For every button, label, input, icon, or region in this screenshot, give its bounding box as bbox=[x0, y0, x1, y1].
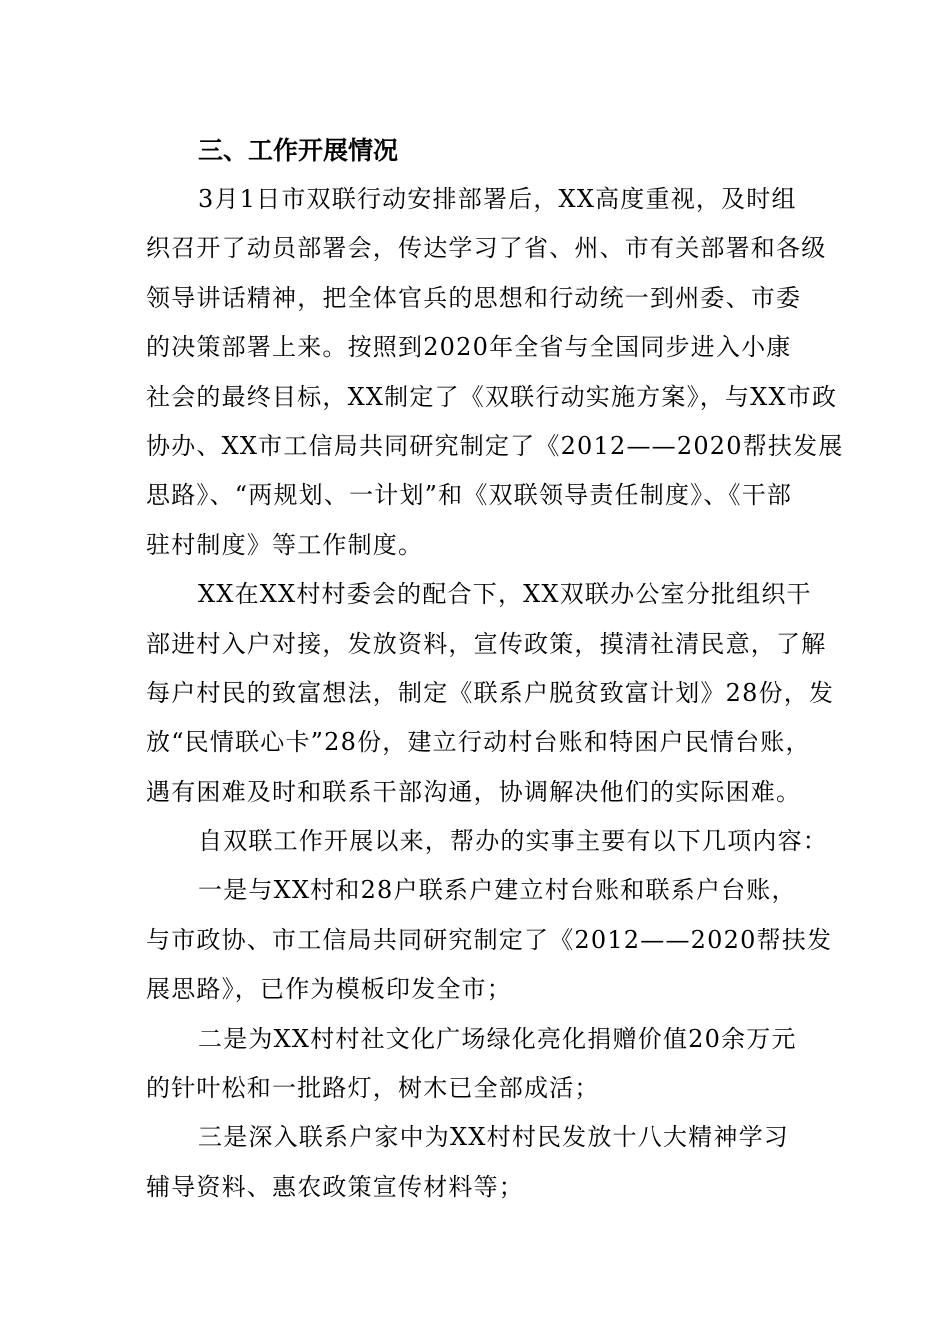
paragraph-line: 二是为XX村村社文化广场绿化亮化捐赠价值20余万元 bbox=[198, 1024, 797, 1053]
paragraph-line: 自双联工作开展以来，帮办的实事主要有以下几项内容： bbox=[198, 827, 828, 856]
paragraph-line: XX在XX村村委会的配合下，XX双联办公室分批组织干 bbox=[198, 580, 812, 609]
paragraph-deployment bbox=[146, 175, 844, 570]
paragraph-line: 社会的最终目标，XX制定了《双联行动实施方案》，与XX市政 bbox=[146, 382, 838, 411]
paragraph-line: 与市政协、市工信局共同研究制定了《2012——2020帮扶发 bbox=[146, 925, 833, 954]
paragraph-line: 的决策部署上来。按照到2020年全省与全国同步进入小康 bbox=[146, 333, 792, 362]
paragraph-line: 遇有困难及时和联系干部沟通，协调解决他们的实际困难。 bbox=[146, 777, 802, 806]
paragraph-summary-intro bbox=[146, 817, 828, 866]
paragraph-line: 的针叶松和一批路灯，树木已全部成活； bbox=[146, 1074, 600, 1103]
paragraph-line: 放“民情联心卡”28份，建立行动村台账和特困户民情台账， bbox=[146, 728, 811, 757]
paragraph-line: 辅导资料、惠农政策宣传材料等； bbox=[146, 1172, 524, 1201]
paragraph-line: 一是与XX村和28户联系户建立村台账和联系户台账， bbox=[198, 876, 797, 905]
document-body bbox=[146, 126, 844, 1212]
paragraph-village-cooperation bbox=[146, 570, 835, 817]
paragraph-line: 织召开了动员部署会，传达学习了省、州、市有关部署和各级 bbox=[146, 234, 827, 263]
paragraph-line: 3月1日市双联行动安排部署后，XX高度重视，及时组 bbox=[198, 185, 797, 213]
paragraph-line: 部进村入户对接，发放资料，宣传政策，摸清社清民意，了解 bbox=[146, 629, 827, 658]
paragraph-item-three bbox=[146, 1113, 824, 1212]
paragraph-item-one bbox=[146, 866, 833, 1014]
paragraph-line: 驻村制度》等工作制度。 bbox=[146, 530, 424, 559]
paragraph-line: 三是深入联系户家中为XX村村民发放十八大精神学习 bbox=[198, 1123, 789, 1152]
paragraph-line: 展思路》，已作为模板印发全市； bbox=[146, 975, 512, 1004]
section-heading: 三、工作开展情况 bbox=[198, 136, 399, 165]
paragraph-item-two bbox=[146, 1015, 824, 1114]
paragraph-line: 每户村民的致富想法，制定《联系户脱贫致富计划》28份，发 bbox=[146, 678, 835, 707]
paragraph-line: 思路》、“两规划、一计划”和《双联领导责任制度》、《干部 bbox=[146, 481, 793, 510]
paragraph-line: 领导讲话精神，把全体官兵的思想和行动统一到州委、市委 bbox=[146, 283, 802, 312]
paragraph-line: 协办、XX市工信局共同研究制定了《2012——2020帮扶发展 bbox=[146, 431, 844, 460]
